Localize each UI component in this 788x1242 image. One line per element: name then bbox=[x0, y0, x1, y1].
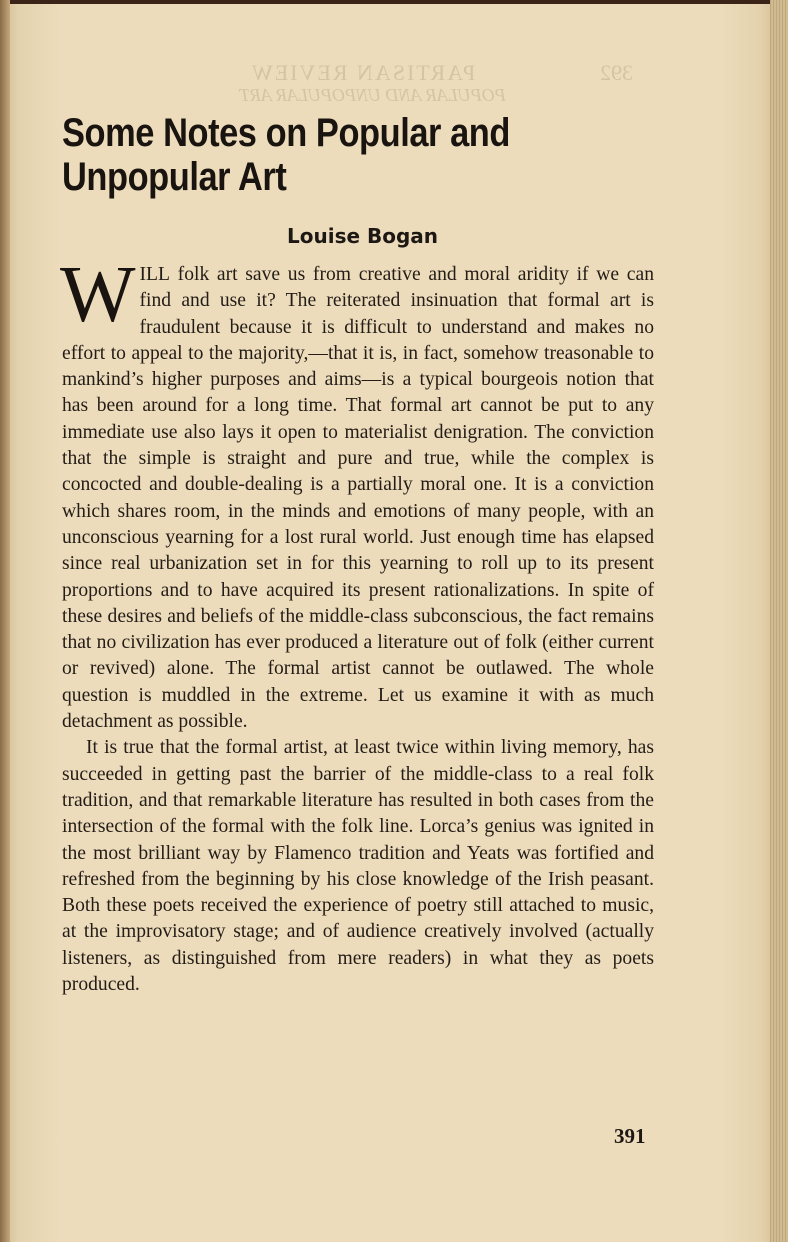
title-line-1: Some Notes on Popular and bbox=[62, 111, 510, 155]
article-author: Louise Bogan bbox=[287, 224, 439, 248]
page-top-edge bbox=[0, 0, 788, 4]
paragraph-1-text: folk art save us from creative and moral aridity if we can find and use it? The reiterated insinuation that formal art is fraudulent because it is difficult to understand and makes no effort to appeal to the majority,—that it is, in fact, somehow treasonable to mankind’s higher purposes and aims—is a typical bourgeois notion that has been around for a long time. That formal art cannot be put to any immediate use also lays it open to materialist denigration. The conviction that the simple is straight and pure and true, while the complex is concocted and double-dealing is a partially moral one. It is a conviction which shares room, in the minds and emotions of many people, with an unconscious yearning for a lost rural world. Just enough time has elapsed since real urbanization set in for this yearning to roll up to its present proportions and to have acquired its present rationalizations. In spite of these desires and beliefs of the middle-class subconscious, the fact remains that no civilization has ever produced a literature out of folk (either current or revived) alone. The formal artist cannot be outlawed. The whole question is muddled in the extreme. Let us examine it with as much detachment as possible. bbox=[62, 264, 654, 733]
paragraph-2: It is true that the formal artist, at least twice within living memory, has succeeded in getting past the barrier of the middle-class to a real folk tradition, and that remarkable literature has resulted in both cases from the intersection of the formal with the folk line. Lorca’s genius was ignited in the most brilliant way by Flamenco tradition and Yeats was fortified and refreshed from the beginning by his close knowledge of the Irish peasant. Both these poets received the experience of poetry still attached to music, at the improvisatory stage; and of audience creatively involved (actually listeners, as distinguished from mere readers) in what they as poets produced. bbox=[62, 737, 654, 996]
bleed-through-running-head: PARTISAN REVIEW bbox=[250, 60, 476, 85]
book-spine-shadow bbox=[0, 0, 10, 1242]
bleed-through-page-number: 392 bbox=[600, 60, 633, 85]
page-edges bbox=[770, 0, 788, 1242]
page-number: 391 bbox=[614, 1124, 646, 1148]
article-body bbox=[60, 251, 654, 998]
paragraph-1 bbox=[60, 251, 654, 735]
title-line-2: Unpopular Art bbox=[62, 155, 287, 199]
article-title bbox=[62, 111, 578, 199]
drop-cap: W bbox=[60, 251, 136, 339]
lead-in-text: ILL bbox=[139, 264, 170, 285]
bleed-through-subhead: POPULAR AND UNPOPULAR ART bbox=[240, 85, 506, 105]
